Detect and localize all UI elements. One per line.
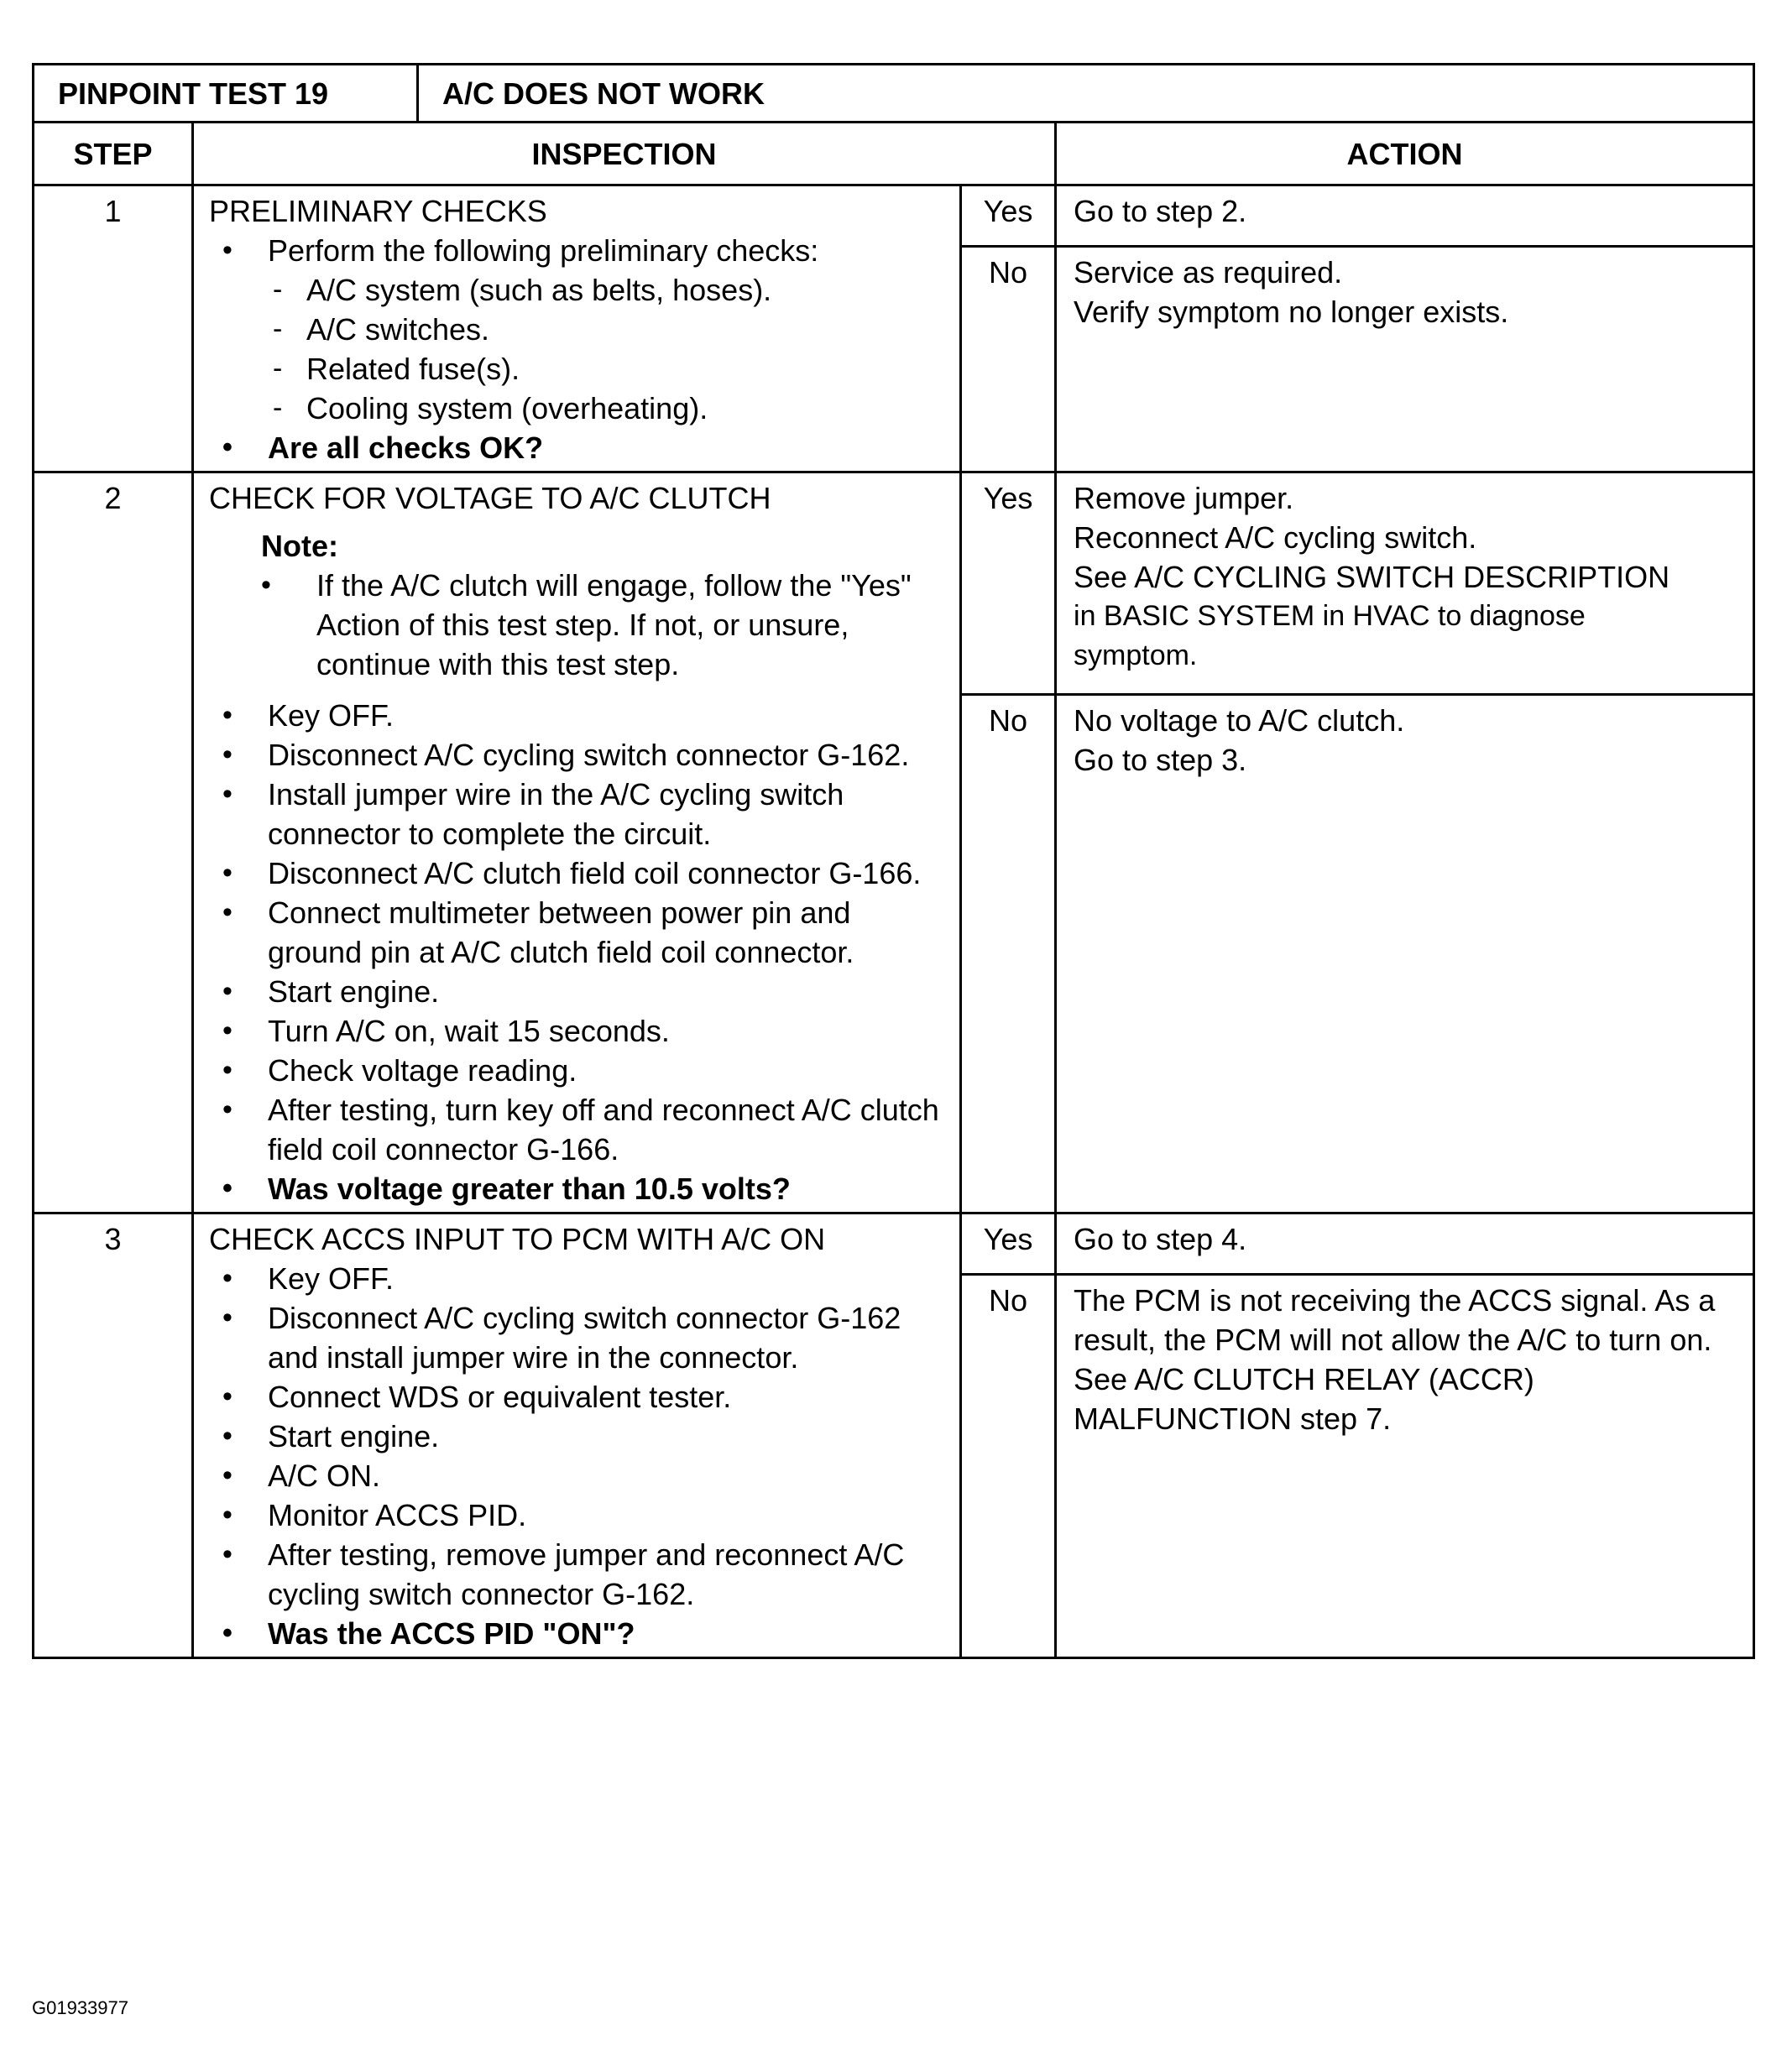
- step-3-inspection: [193, 1213, 961, 1658]
- action-line: Go to step 4.: [1074, 1222, 1247, 1256]
- list-item: • Disconnect A/C cycling switch connector G-162 and install jumper wire in the connector.: [209, 1298, 944, 1377]
- list-item: • Connect multimeter between power pin and ground pin at A/C clutch field coil connector.: [209, 893, 944, 972]
- test-title: A/C DOES NOT WORK: [418, 65, 1754, 123]
- list-item: [209, 231, 944, 428]
- step-1-no-action: [1056, 247, 1754, 472]
- action-line: Go to step 2.: [1074, 194, 1247, 228]
- column-header-inspection: INSPECTION: [193, 123, 1056, 185]
- step-2-bullets: [209, 696, 944, 1208]
- column-header-action: ACTION: [1056, 123, 1754, 185]
- step-2-yes-action: [1056, 472, 1754, 695]
- step-1-yes-action: [1056, 185, 1754, 247]
- list-item: • Turn A/C on, wait 15 seconds.: [209, 1011, 944, 1051]
- step-1-yes-label: Yes: [961, 185, 1056, 247]
- step-1-question: • Are all checks OK?: [209, 428, 944, 467]
- list-item: • Connect WDS or equivalent tester.: [209, 1377, 944, 1417]
- step-1-bullet-intro: Perform the following preliminary checks:: [268, 233, 819, 268]
- step-1-bullets: [209, 231, 944, 467]
- action-line: Go to step 3.: [1074, 743, 1247, 777]
- step-1-inspection: [193, 185, 961, 472]
- step-2-note: [261, 526, 944, 684]
- step-2-no-label: No: [961, 695, 1056, 1213]
- list-item: • Disconnect A/C clutch field coil connector G-166.: [209, 853, 944, 893]
- list-item: • Install jumper wire in the A/C cycling switch connector to complete the circuit.: [209, 775, 944, 853]
- list-item: • Start engine.: [209, 972, 944, 1011]
- action-line: The PCM is not receiving the ACCS signal. As a result, the PCM will not allow the A/C to turn on. See A/C CLUTCH RELAY (ACCR) MALFUNCTION step 7.: [1074, 1283, 1716, 1436]
- step-1-title: PRELIMINARY CHECKS: [209, 194, 547, 228]
- step-3-question: • Was the ACCS PID "ON"?: [209, 1614, 944, 1653]
- list-item: • Key OFF.: [209, 696, 944, 735]
- step-3-bullets: [209, 1259, 944, 1653]
- list-item: • Key OFF.: [209, 1259, 944, 1298]
- list-item: • Disconnect A/C cycling switch connector G-162.: [209, 735, 944, 775]
- step-3-title: CHECK ACCS INPUT TO PCM WITH A/C ON: [209, 1222, 826, 1256]
- step-1-number: 1: [34, 185, 193, 472]
- step-1-sub-items: [268, 270, 944, 428]
- list-item: • After testing, remove jumper and reconnect A/C cycling switch connector G-162.: [209, 1535, 944, 1614]
- list-item: • A/C ON.: [209, 1456, 944, 1495]
- step-2-question: • Was voltage greater than 10.5 volts?: [209, 1169, 944, 1208]
- test-number: PINPOINT TEST 19: [34, 65, 418, 123]
- list-item: • Monitor ACCS PID.: [209, 1495, 944, 1535]
- test-header-row: [34, 65, 1754, 123]
- step-2-no-action: [1056, 695, 1754, 1213]
- action-line: Remove jumper.: [1074, 481, 1294, 515]
- list-item: • Check voltage reading.: [209, 1051, 944, 1090]
- step-2-title: CHECK FOR VOLTAGE TO A/C CLUTCH: [209, 481, 771, 515]
- note-title: Note:: [261, 529, 338, 563]
- column-header-step: STEP: [34, 123, 193, 185]
- step-2-inspection: [193, 472, 961, 1213]
- step-3-yes-action: [1056, 1213, 1754, 1275]
- step-1-yes-row: [34, 185, 1754, 247]
- step-2-number: 2: [34, 472, 193, 1213]
- action-line: Verify symptom no longer exists.: [1074, 295, 1509, 329]
- action-line: No voltage to A/C clutch.: [1074, 703, 1405, 738]
- list-item: - Cooling system (overheating).: [268, 389, 944, 428]
- list-item: - A/C system (such as belts, hoses).: [268, 270, 944, 310]
- document-id: G01933977: [32, 1997, 128, 2018]
- step-3-number: 3: [34, 1213, 193, 1658]
- action-line: in BASIC SYSTEM in HVAC to diagnose: [1074, 600, 1586, 632]
- step-3-no-label: No: [961, 1275, 1056, 1658]
- list-item: - A/C switches.: [268, 310, 944, 349]
- step-2-yes-label: Yes: [961, 472, 1056, 695]
- step-3-yes-label: Yes: [961, 1213, 1056, 1275]
- list-item: • After testing, turn key off and reconnect A/C clutch field coil connector G-166.: [209, 1090, 944, 1169]
- list-item: • Start engine.: [209, 1417, 944, 1456]
- action-line: See A/C CYCLING SWITCH DESCRIPTION: [1074, 560, 1670, 594]
- list-item: - Related fuse(s).: [268, 349, 944, 389]
- step-3-no-action: [1056, 1275, 1754, 1658]
- column-header-row: [34, 123, 1754, 185]
- step-3-yes-row: [34, 1213, 1754, 1275]
- step-1-no-label: No: [961, 247, 1056, 472]
- action-line: Service as required.: [1074, 255, 1343, 290]
- action-line: symptom.: [1074, 639, 1198, 671]
- step-2-yes-row: [34, 472, 1754, 695]
- note-list: [261, 566, 944, 684]
- pinpoint-test-table: [32, 63, 1755, 1659]
- action-line: Reconnect A/C cycling switch.: [1074, 520, 1477, 555]
- list-item: • If the A/C clutch will engage, follow the "Yes" Action of this test step. If not, or unsure, continue with this test step.: [261, 566, 944, 684]
